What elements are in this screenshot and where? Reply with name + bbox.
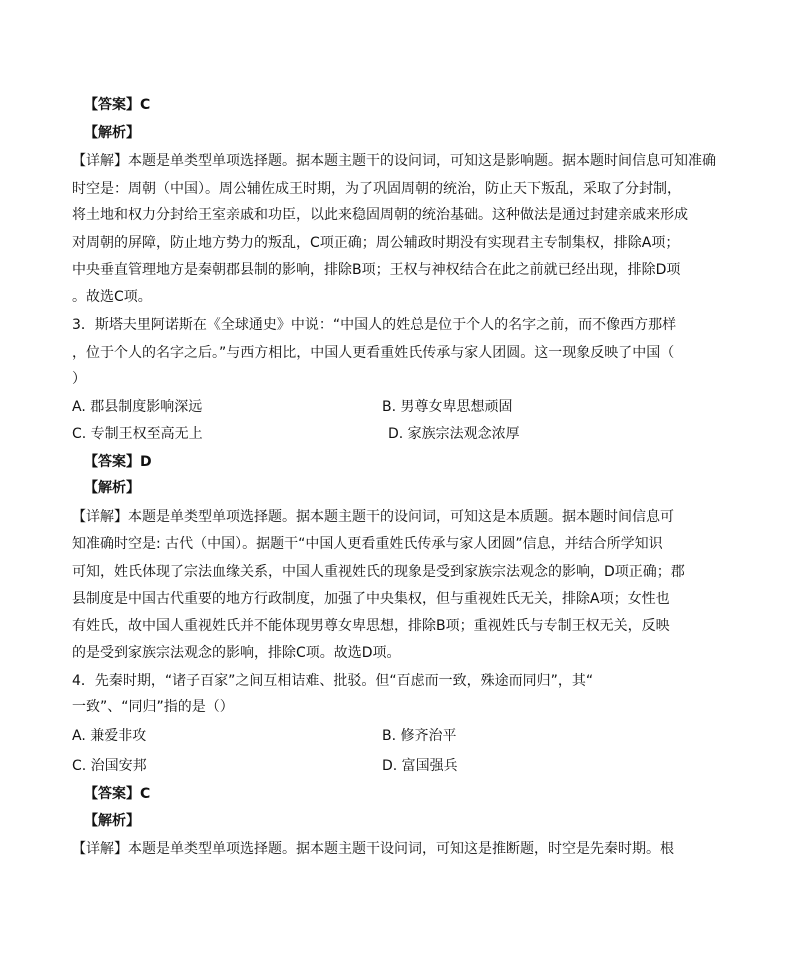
q3-stem-line: 3．斯塔夫里阿诺斯在《全球通史》中说：“中国人的姓总是位于个人的名字之前，而不像西方那样 — [72, 317, 677, 333]
q2-detail-line: 对周朝的屏障，防止地方势力的叛乱，C项正确；周公辅政时期没有实现君主专制集权，排除A项； — [72, 235, 680, 251]
q4-stem-line: 一致”、“同归”指的是（） — [72, 699, 234, 715]
q2-detail-line: 。故选C项。 — [72, 289, 152, 305]
q3-option-c: C. 专制王权至高无上 — [72, 426, 203, 442]
q2-detail-line: 中央垂直管理地方是秦朝郡县制的影响，排除B项；王权与神权结合在此之前就已经出现，排除D项 — [72, 262, 681, 278]
q4-option-d: D. 富国强兵 — [382, 758, 458, 774]
q3-detail-line: 县制度是中国古代重要的地方行政制度，加强了中央集权，但与重视姓氏无关，排除A项；女性也 — [72, 591, 670, 607]
q3-detail-line: 【详解】本题是单类型单项选择题。据本题主题干的设问词，可知这是本质题。据本题时间信息可 — [72, 509, 674, 525]
q2-answer: 【答案】C — [84, 97, 151, 113]
q4-option-a: A. 兼爱非攻 — [72, 728, 147, 744]
q3-detail-line: 的是受到家族宗法观念的影响，排除C项。故选D项。 — [72, 645, 401, 661]
q2-detail-line: 【详解】本题是单类型单项选择题。据本题主题干的设问词，可知这是影响题。据本题时间信息可知准确 — [72, 153, 716, 169]
q4-answer: 【答案】C — [84, 786, 151, 802]
q3-analysis-label: 【解析】 — [84, 480, 140, 496]
q3-answer: 【答案】D — [84, 454, 152, 470]
q3-stem-line: ，位于个人的名字之后。”与西方相比，中国人更看重姓氏传承与家人团圆。这一现象反映了中国（ — [72, 345, 675, 361]
q4-option-c: C. 治国安邦 — [72, 758, 147, 774]
q2-analysis-label: 【解析】 — [84, 125, 140, 141]
q3-detail-line: 知准确时空是: 古代（中国）。据题干“中国人更看重姓氏传承与家人团圆”信息，并结合所学知识 — [72, 536, 663, 552]
q4-option-b: B. 修齐治平 — [382, 728, 457, 744]
q2-detail-line: 时空是：周朝（中国）。周公辅佐成王时期，为了巩固周朝的统治，防止天下叛乱，采取了分封制， — [72, 181, 681, 197]
q3-detail-line: 有姓氏，故中国人重视姓氏并不能体现男尊女卑思想，排除B项；重视姓氏与专制王权无关，反映 — [72, 618, 670, 634]
q3-option-d: D. 家族宗法观念浓厚 — [388, 426, 520, 442]
q2-detail-line: 将土地和权力分封给王室亲戚和功臣，以此来稳固周朝的统治基础。这种做法是通过封建亲戚来形成 — [72, 207, 688, 223]
q4-stem-line: 4．先秦时期，“诸子百家”之间互相诘难、批驳。但“百虑而一致，殊途而同归”，其“ — [72, 673, 594, 689]
q3-stem-line: ） — [72, 371, 86, 387]
q3-option-b: B. 男尊女卑思想顽固 — [382, 399, 513, 415]
q4-detail-line: 【详解】本题是单类型单项选择题。据本题主题干设问词，可知这是推断题，时空是先秦时期。根 — [72, 841, 674, 857]
q3-option-a: A. 郡县制度影响深远 — [72, 399, 203, 415]
q3-detail-line: 可知，姓氏体现了宗法血缘关系，中国人重视姓氏的现象是受到家族宗法观念的影响，D项正确；郡 — [72, 564, 685, 580]
q4-analysis-label: 【解析】 — [84, 813, 140, 829]
